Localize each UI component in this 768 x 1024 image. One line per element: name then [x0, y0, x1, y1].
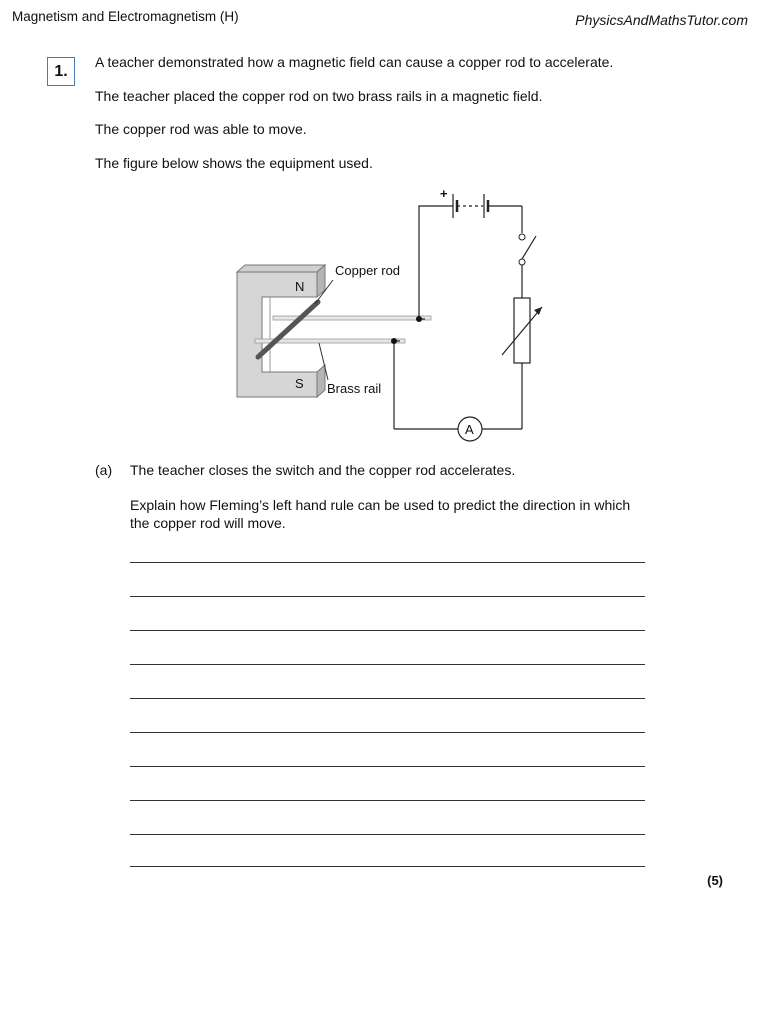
answer-line[interactable] [130, 766, 645, 767]
answer-line[interactable] [130, 562, 645, 563]
copper-rod [258, 302, 318, 357]
equipment-figure [225, 180, 555, 450]
rail-junction-top [416, 316, 422, 322]
header-title: Magnetism and Electromagnetism (H) [12, 9, 239, 24]
answer-line[interactable] [130, 800, 645, 801]
brass-rails [255, 316, 431, 343]
intro-line-1: A teacher demonstrated how a magnetic field can cause a copper rod to accelerate. [95, 54, 614, 70]
answer-line[interactable] [130, 664, 645, 665]
intro-line-4: The figure below shows the equipment used. [95, 155, 373, 171]
intro-line-2: The teacher placed the copper rod on two brass rails in a magnetic field. [95, 88, 543, 104]
battery [453, 194, 488, 218]
brass-rail-label: Brass rail [327, 381, 382, 396]
variable-resistor [502, 298, 542, 363]
intro-line-3: The copper rod was able to move. [95, 121, 307, 137]
answer-line[interactable] [130, 834, 645, 835]
answer-line[interactable] [130, 630, 645, 631]
header-site: PhysicsAndMathsTutor.com [575, 12, 748, 28]
marks-available: (5) [707, 873, 723, 888]
part-a-instruction: Explain how Fleming’s left hand rule can be used to predict the direction in which the copper rod will move. [130, 497, 631, 531]
switch [519, 234, 536, 265]
copper-rod-label: Copper rod [335, 263, 401, 278]
rail-junction-bottom [391, 338, 397, 344]
answer-line[interactable] [130, 732, 645, 733]
pole-south-label: S [295, 376, 304, 391]
part-a-label: (a) [95, 462, 113, 478]
answer-line[interactable] [130, 698, 645, 699]
battery-plus-label: + [440, 186, 448, 201]
pole-north-label: N [295, 279, 305, 294]
answer-line[interactable] [130, 866, 645, 867]
answer-line[interactable] [130, 596, 645, 597]
question-number-box: 1. [47, 57, 75, 86]
equipment-diagram [225, 180, 555, 450]
magnet [237, 265, 325, 397]
part-a-statement: The teacher closes the switch and the copper rod accelerates. [130, 462, 516, 478]
ammeter-label: A [465, 422, 474, 437]
